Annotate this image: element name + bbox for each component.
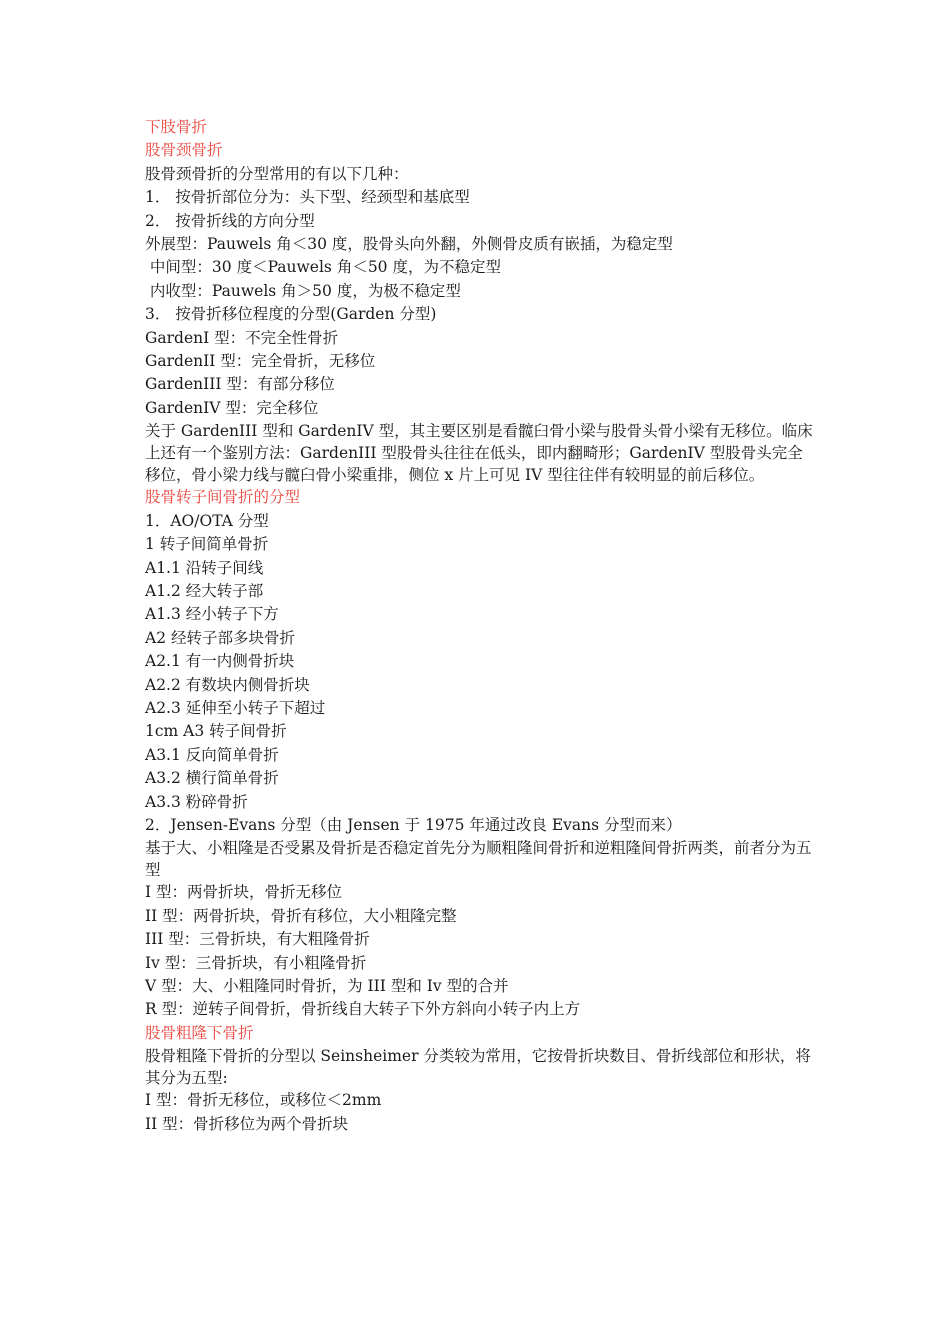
list-item: A3.1 反向简单骨折 (145, 745, 279, 764)
list-item: 1．AO/OTA 分型 (145, 511, 269, 530)
paragraph: 股骨颈骨折的分型常用的有以下几种： (145, 164, 409, 183)
section-heading-femoral-neck: 股骨颈骨折 (145, 141, 223, 160)
list-item: A2 经转子部多块骨折 (145, 628, 295, 647)
list-item: 2． 按骨折线的方向分型 (145, 211, 315, 230)
list-item: A3.2 横行简单骨折 (145, 769, 279, 788)
list-item: V 型：大、小粗隆同时骨折，为 III 型和 Iv 型的合并 (145, 977, 509, 995)
list-item: 3． 按骨折移位程度的分型(Garden 分型) (145, 305, 437, 324)
list-item: A1.2 经大转子部 (145, 581, 264, 600)
list-item: 外展型：Pauwels 角＜30 度，股骨头向外翻，外侧骨皮质有嵌插，为稳定型 (145, 235, 673, 254)
list-item: A3.3 粉碎骨折 (145, 792, 248, 811)
list-item: R 型：逆转子间骨折，骨折线自大转子下外方斜向小转子内上方 (145, 1000, 581, 1019)
list-item: GardenII 型：完全骨折，无移位 (145, 352, 376, 371)
list-item: Iv 型：三骨折块，有小粗隆骨折 (145, 953, 367, 972)
list-item: II 型：两骨折块，骨折有移位，大小粗隆完整 (145, 906, 457, 925)
list-item: A1.3 经小转子下方 (145, 605, 279, 624)
list-item: 1 转子间简单骨折 (145, 535, 269, 554)
list-item: III 型：三骨折块，有大粗隆骨折 (145, 930, 370, 949)
list-item: II 型：骨折移位为两个骨折块 (145, 1114, 349, 1133)
paragraph: 基于大、小粗隆是否受累及骨折是否稳定首先分为顺粗隆间骨折和逆粗隆间骨折两类，前者分为五型 (145, 839, 812, 880)
list-item: I 型：两骨折块，骨折无移位 (145, 883, 343, 902)
list-item: 内收型：Pauwels 角＞50 度，为极不稳定型 (145, 281, 461, 300)
list-item: I 型：骨折无移位，或移位＜2mm (145, 1091, 382, 1110)
section-heading-intertrochanteric: 股骨转子间骨折的分型 (145, 488, 301, 507)
list-item: GardenIII 型：有部分移位 (145, 375, 335, 394)
list-item: A2.1 有一内侧骨折块 (145, 652, 295, 671)
list-item: 1cm A3 转子间骨折 (145, 722, 287, 741)
document-body (145, 116, 815, 1136)
list-item: GardenIV 型：完全移位 (145, 398, 319, 417)
document-title: 下肢骨折 (145, 118, 208, 136)
list-item: 2．Jensen-Evans 分型（由 Jensen 于 1975 年通过改良 Evans 分型而来） (145, 815, 682, 834)
paragraph: 股骨粗隆下骨折的分型以 Seinsheimer 分类较为常用，它按骨折块数目、骨折线部位和形状，将其分为五型: (145, 1047, 811, 1088)
list-item: A1.1 沿转子间线 (145, 558, 264, 577)
paragraph-note: 关于 GardenIII 型和 GardenIV 型，其主要区别是看髋臼骨小梁与股骨头骨小梁有无移位。临床上还有一个鉴别方法：GardenIII 型股骨头往往在低头，即内翻畸形；GardenIV 型股骨头完全移位，骨小梁力线与髋臼骨小梁重排，侧位 x 片上可见 IV 型往往伴有较明显的前后移位。 (145, 422, 813, 485)
section-heading-subtrochanteric: 股骨粗隆下骨折 (145, 1023, 254, 1042)
list-item: A2.2 有数块内侧骨折块 (145, 675, 310, 694)
list-item: 1． 按骨折部位分为：头下型、经颈型和基底型 (145, 188, 470, 207)
list-item: GardenI 型：不完全性骨折 (145, 328, 339, 347)
list-item: 中间型：30 度＜Pauwels 角＜50 度，为不稳定型 (145, 258, 501, 277)
list-item: A2.3 延伸至小转子下超过 (145, 698, 326, 717)
